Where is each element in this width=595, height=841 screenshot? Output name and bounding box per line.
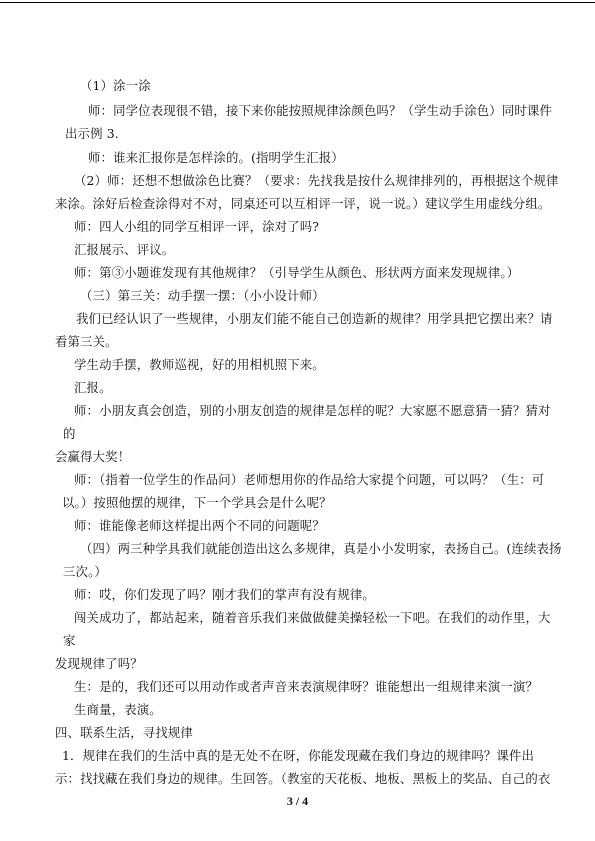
text-line: 1．规律在我们的生活中真的是无处不在呀，你能发现藏在我们身边的规律吗？课件出	[62, 748, 535, 763]
section-heading: （四）两三种学具我们就能创造出这么多规律，真是小小发明家，表扬自己。(连续表扬	[80, 541, 562, 556]
text-line: 汇报展示、评议。	[74, 242, 175, 257]
text-line: 汇报。	[74, 380, 112, 395]
text-line: 师：同学位表现很不错，接下来你能按照规律涂颜色吗？（学生动手涂色）同时课件	[88, 103, 553, 118]
page-number: 3 / 4	[286, 794, 309, 808]
text-line: 学生动手摆，教师巡视，好的用相机照下来。	[74, 357, 325, 372]
text-line: 示：找找藏在我们身边的规律。生回答。（教室的天花板、地板、黑板上的奖品、自己的衣	[55, 771, 551, 786]
text-line: 师：哎，你们发现了吗？刚才我们的掌声有没有规律。	[74, 587, 375, 602]
section-heading: 四、联系生活，寻找规律	[55, 725, 193, 740]
text-line: 师：第③小题谁发现有其他规律？（引导学生从颜色、形状两方面来发现规律。）	[74, 265, 520, 280]
text-line: 来涂。涂好后检查涂得对不对，同桌还可以互相评一评，说一说。）建议学生用虚线分组。	[55, 196, 551, 211]
text-line: 生商量，表演。	[74, 702, 162, 717]
text-line: 我们已经认识了一些规律，小朋友们能不能自己创造新的规律？用学具把它摆出来？请	[76, 311, 553, 326]
text-line: 会赢得大奖！	[55, 449, 131, 464]
section-heading: （三）第三关：动手摆一摆：（小小设计师）	[80, 288, 325, 303]
text-line: 出示例 3.	[65, 126, 119, 141]
text-line: 闯关成功了，都站起来，随着音乐我们来做做健美操轻松一下吧。在我们的动作里，大	[74, 610, 551, 625]
text-line: 师：谁来汇报你是怎样涂的。(指明学生汇报）	[88, 150, 344, 165]
text-line: 以。）按照他摆的规律，下一个学具会是什么呢？	[62, 495, 332, 510]
text-line: 师：谁能像老师这样提出两个不同的问题呢？	[74, 518, 325, 533]
text-line: 生：是的，我们还可以用动作或者声音来表演规律呀？谁能想出一组规律来演一演？	[74, 679, 539, 694]
text-line: 师：四人小组的同学互相评一评，涂对了吗?	[74, 219, 320, 234]
text-line: 家	[63, 633, 76, 648]
text-line: 三次。）	[63, 564, 107, 579]
text-line: （1）涂一涂	[80, 78, 151, 93]
text-line: 发现规律了吗？	[55, 656, 143, 671]
text-line: 师：（指着一位学生的作品问）老师想用你的作品给大家提个问题，可以吗？（生：可	[74, 472, 545, 487]
text-line: 师：小朋友真会创造，别的小朋友创造的规律是怎样的呢？大家愿不愿意猜一猜？猜对	[74, 403, 551, 418]
text-line: 的	[63, 426, 76, 441]
text-line: 看第三关。	[55, 334, 118, 349]
text-line: （2）师：还想不想做涂色比赛？（要求：先找我是按什么规律排列的，再根据这个规律	[74, 173, 559, 188]
